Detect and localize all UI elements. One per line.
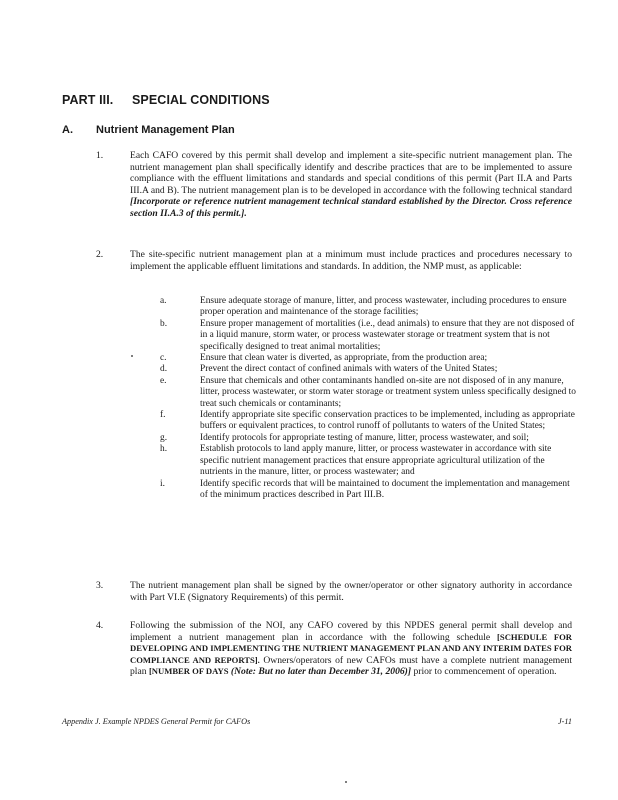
list-item bbox=[160, 376, 580, 410]
list-item-text: Ensure proper management of mortalities (i.e., dead animals) to ensure that they are not disposed of in a liquid manure, storm water, or process wastewater storage or treatment system that is not specifically designed to treat animal mortalities; bbox=[200, 318, 575, 352]
list-item bbox=[160, 353, 580, 364]
list-item bbox=[160, 296, 580, 319]
paragraph-emphasis: [Incorporate or reference nutrient management technical standard established by the Director. Cross reference section II.A.3 of this permit.]. bbox=[130, 196, 572, 219]
list-item bbox=[160, 479, 580, 502]
deadline-note: (Note: But no later than December 31, 2006)] bbox=[230, 666, 412, 678]
list-item-label: b. bbox=[160, 318, 168, 329]
paragraph-number: 2. bbox=[96, 249, 104, 260]
paragraph-text bbox=[130, 620, 572, 678]
paragraph-body-2: Owners/operators of new CAFOs must have a complete nutrient management plan bbox=[130, 654, 572, 678]
days-placeholder: [NUMBER OF DAYS bbox=[148, 666, 229, 677]
schedule-placeholder: [SCHEDULE FOR DEVELOPING AND IMPLEMENTING THE NUTRIENT MANAGEMENT PLAN AND ANY INTERIM DATES FOR COMPLIANCE AND REPORTS]. bbox=[130, 631, 572, 665]
scan-speck bbox=[345, 781, 347, 783]
list-item-text: Identify appropriate site specific conservation practices to be implemented, including as appropriate buffers or equivalent practices, to control runoff of pollutants to waters of the United States; bbox=[200, 410, 575, 432]
section-heading bbox=[62, 124, 235, 136]
section-title: Nutrient Management Plan bbox=[96, 124, 235, 136]
list-item-text: Identify protocols for appropriate testing of manure, litter, process wastewater, and soil; bbox=[200, 432, 529, 443]
paragraph-text: The site-specific nutrient management plan at a minimum must include practices and procedures necessary to implement the applicable effluent limitations and standards. In addition, the NMP must, as applicable: bbox=[130, 249, 572, 272]
list-item bbox=[160, 444, 580, 478]
footer-title: Appendix J. Example NPDES General Permit for CAFOs bbox=[62, 717, 251, 726]
list-item-text: Ensure that clean water is diverted, as appropriate, from the production area; bbox=[200, 353, 488, 364]
list-item bbox=[160, 319, 580, 353]
list-item-label: e. bbox=[160, 375, 167, 386]
list-item bbox=[160, 433, 580, 444]
list-item bbox=[160, 410, 580, 433]
part-number: PART III. bbox=[62, 93, 114, 107]
paragraph-text bbox=[130, 150, 572, 220]
page-number: J-11 bbox=[558, 717, 572, 726]
page-footer bbox=[62, 717, 572, 726]
requirement-list bbox=[160, 296, 580, 501]
paragraph-text: The nutrient management plan shall be signed by the owner/operator or other signatory authority in accordance with Part VI.E (Signatory Requirements) of this permit. bbox=[130, 580, 572, 603]
paragraph-body: Following the submission of the NOI, any CAFO covered by this NPDES general permit shall develop and implement a nutrient management plan in accordance with the following schedule bbox=[130, 620, 572, 643]
section-letter: A. bbox=[62, 124, 73, 136]
list-item-text: Prevent the direct contact of confined animals with waters of the United States; bbox=[200, 364, 498, 375]
list-item-text: Establish protocols to land apply manure, litter, or process wastewater in accordance with site specific nutrient management practices that ensure appropriate agricultural utilization of the nutrients in the manure, litter, or process wastewater; and bbox=[200, 444, 552, 478]
paragraph-number: 4. bbox=[96, 620, 104, 631]
part-title: SPECIAL CONDITIONS bbox=[132, 93, 270, 107]
list-item-text: Identify specific records that will be maintained to document the implementation and management of the minimum practices described in Part III.B. bbox=[200, 478, 570, 500]
paragraph-number: 1. bbox=[96, 150, 104, 161]
list-item-label: c. bbox=[160, 353, 167, 364]
list-item-label: f. bbox=[160, 410, 166, 421]
paragraph-number: 3. bbox=[96, 580, 104, 591]
list-item-label: i. bbox=[160, 478, 165, 489]
list-item-text: Ensure that chemicals and other contaminants handled on-site are not disposed of in any manure, litter, process wastewater, or storm water storage or treatment system unless specifically designed to treat such chemicals or contaminants; bbox=[200, 375, 576, 409]
list-item bbox=[160, 364, 580, 375]
scan-speck bbox=[131, 355, 133, 357]
list-item-text: Ensure adequate storage of manure, litter, and process wastewater, including procedures to ensure proper operation and maintenance of the storage facilities; bbox=[200, 296, 567, 318]
list-item-label: g. bbox=[160, 432, 168, 443]
paragraph-body: Each CAFO covered by this permit shall develop and implement a site-specific nutrient management plan. The nutrient management plan shall specifically identify and describe practices that are to be implemented to assure compliance with the effluent limitations and standards and special conditions of this permit (Part II.A and Parts III.A and B). The nutrient management plan is to be developed in accordance with the following technical standard bbox=[130, 150, 572, 196]
list-item-label: a. bbox=[160, 296, 167, 306]
list-item-label: d. bbox=[160, 364, 168, 375]
part-heading bbox=[62, 93, 270, 107]
list-item-label: h. bbox=[160, 444, 168, 455]
paragraph-body-3: prior to commencement of operation. bbox=[413, 666, 557, 678]
